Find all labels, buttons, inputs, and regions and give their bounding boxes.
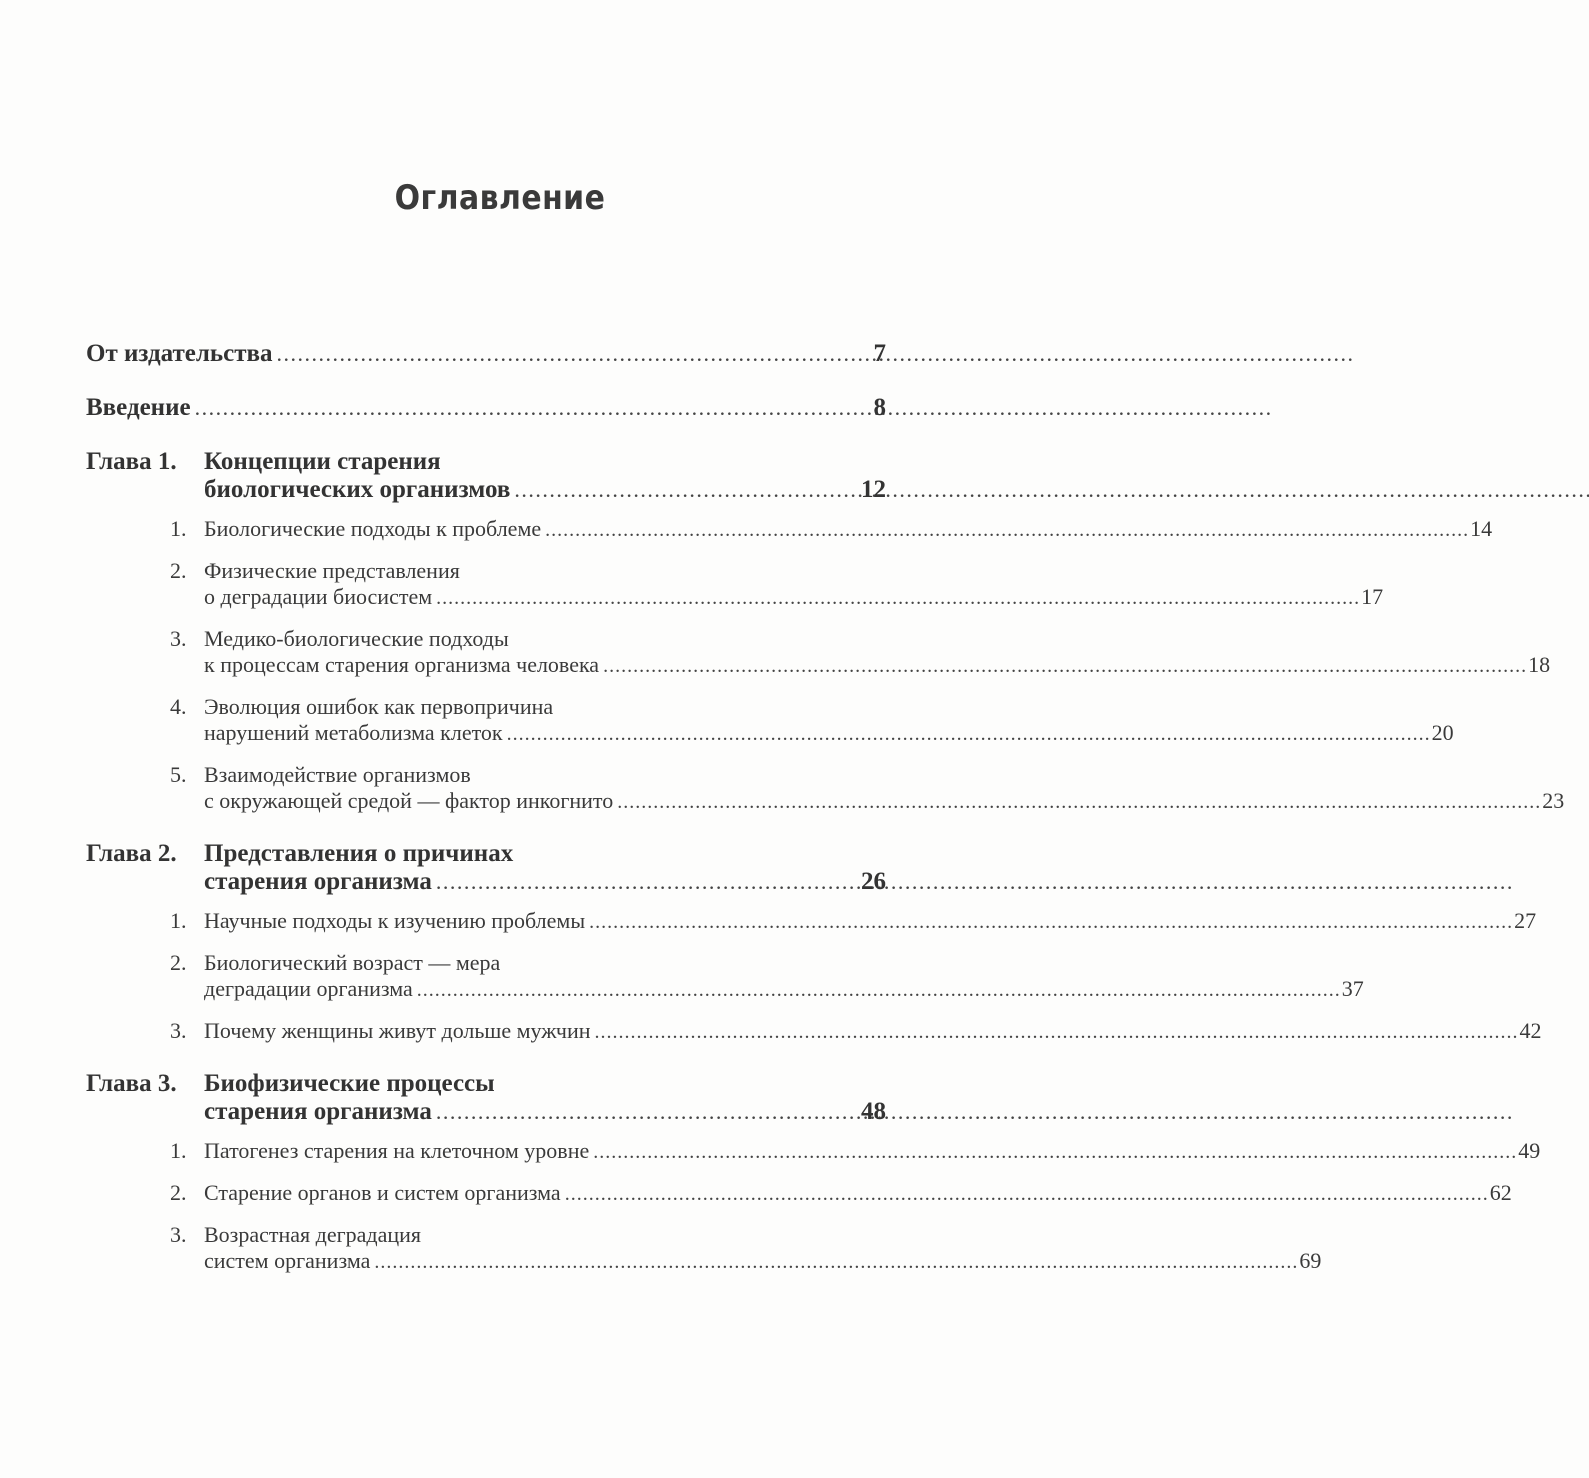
dot-leader (593, 1141, 1514, 1164)
section-title-line2: нарушений метаболизма клеток (204, 720, 503, 745)
chapter-title-line1: Концепции старения (204, 448, 441, 475)
section-page: 18 (1528, 652, 1551, 677)
section-title-line1: Взаимодействие организмов (204, 762, 471, 787)
section-page: 23 (1542, 788, 1565, 813)
section-page: 20 (1431, 720, 1454, 745)
section-page: 14 (1470, 516, 1493, 541)
toc-chapter-1[interactable] (86, 448, 886, 504)
page-title: Оглавление (394, 178, 606, 218)
section-title-line1: Медико-биологические подходы (204, 626, 509, 651)
dot-leader (565, 1183, 1486, 1206)
section-title-line2: Научные подходы к изучению проблемы (204, 908, 586, 933)
dot-leader (603, 655, 1524, 678)
chapter-title-line2: биологических организмов (204, 476, 511, 503)
section-title-line1: Биологический возраст — мера (204, 950, 501, 975)
dot-leader (514, 477, 857, 503)
toc-entry-label: Введение (86, 394, 191, 421)
table-of-contents (86, 340, 1565, 1290)
section-page: 37 (1341, 976, 1364, 1001)
section-page: 27 (1514, 908, 1537, 933)
chapter-title-line2: старения организма (204, 868, 432, 895)
section-number: 2. (170, 950, 187, 975)
section-title-line2: Биологические подходы к проблеме (204, 516, 542, 541)
section-number: 5. (170, 762, 187, 787)
section-title-line1: Возрастная деградация (204, 1222, 422, 1247)
section-title-line2: с окружающей средой — фактор инкогнито (204, 788, 614, 813)
toc-section[interactable] (86, 1222, 1322, 1274)
section-page: 69 (1299, 1248, 1322, 1273)
dot-leader (617, 791, 1538, 814)
chapter-number: Глава 3. (86, 1070, 177, 1097)
chapter-title-line1: Представления о причинах (204, 840, 514, 867)
section-number: 1. (170, 516, 187, 541)
chapter-page: 48 (861, 1098, 886, 1125)
dot-leader (417, 979, 1338, 1002)
section-page: 42 (1519, 1018, 1542, 1043)
toc-section[interactable] (86, 694, 1454, 746)
dot-leader (545, 519, 1466, 542)
dot-leader (436, 587, 1357, 610)
section-page: 17 (1361, 584, 1384, 609)
section-title-line2: Старение органов и систем организма (204, 1180, 561, 1205)
section-title-line2: Почему женщины живут дольше мужчин (204, 1018, 591, 1043)
toc-section[interactable] (86, 950, 1364, 1002)
chapter-page: 26 (861, 868, 886, 895)
dot-leader (436, 1099, 857, 1125)
toc-section[interactable] (86, 1018, 1542, 1044)
toc-entry-page: 8 (873, 394, 886, 421)
section-number: 4. (170, 694, 187, 719)
chapter-title-line2: старения организма (204, 1098, 432, 1125)
section-number: 1. (170, 1138, 187, 1163)
toc-chapter-2[interactable] (86, 840, 886, 896)
toc-section[interactable] (86, 1180, 1512, 1206)
toc-entry-page: 7 (873, 340, 886, 367)
section-number: 3. (170, 626, 187, 651)
toc-section[interactable] (86, 558, 1384, 610)
dot-leader (276, 341, 869, 367)
section-number: 3. (170, 1018, 187, 1043)
dot-leader (374, 1251, 1295, 1274)
chapter-page: 12 (861, 476, 886, 503)
toc-section[interactable] (86, 1138, 1541, 1164)
dot-leader (595, 1021, 1516, 1044)
section-title-line2: деградации организма (204, 976, 413, 1001)
dot-leader (507, 723, 1428, 746)
chapter-number: Глава 1. (86, 448, 177, 475)
toc-section[interactable] (86, 516, 1493, 542)
section-number: 2. (170, 1180, 187, 1205)
section-page: 49 (1518, 1138, 1541, 1163)
dot-leader (589, 911, 1510, 934)
section-title-line1: Физические представления (204, 558, 460, 583)
toc-entry-publisher[interactable] (86, 340, 886, 368)
toc-section[interactable] (86, 762, 1565, 814)
section-title-line2: систем организма (204, 1248, 371, 1273)
toc-entry-label: От издательства (86, 340, 273, 367)
section-page: 62 (1489, 1180, 1512, 1205)
toc-entry-introduction[interactable] (86, 394, 886, 422)
toc-section[interactable] (86, 908, 1537, 934)
section-number: 3. (170, 1222, 187, 1247)
dot-leader (436, 869, 857, 895)
dot-leader (195, 395, 870, 421)
chapter-number: Глава 2. (86, 840, 177, 867)
chapter-title-line1: Биофизические процессы (204, 1070, 495, 1097)
section-title-line1: Эволюция ошибок как первопричина (204, 694, 554, 719)
section-title-line2: о деградации биосистем (204, 584, 433, 609)
section-title-line2: к процессам старения организма человека (204, 652, 600, 677)
section-title-line2: Патогенез старения на клеточном уровне (204, 1138, 590, 1163)
section-number: 1. (170, 908, 187, 933)
section-number: 2. (170, 558, 187, 583)
toc-chapter-3[interactable] (86, 1070, 886, 1126)
toc-section[interactable] (86, 626, 1551, 678)
